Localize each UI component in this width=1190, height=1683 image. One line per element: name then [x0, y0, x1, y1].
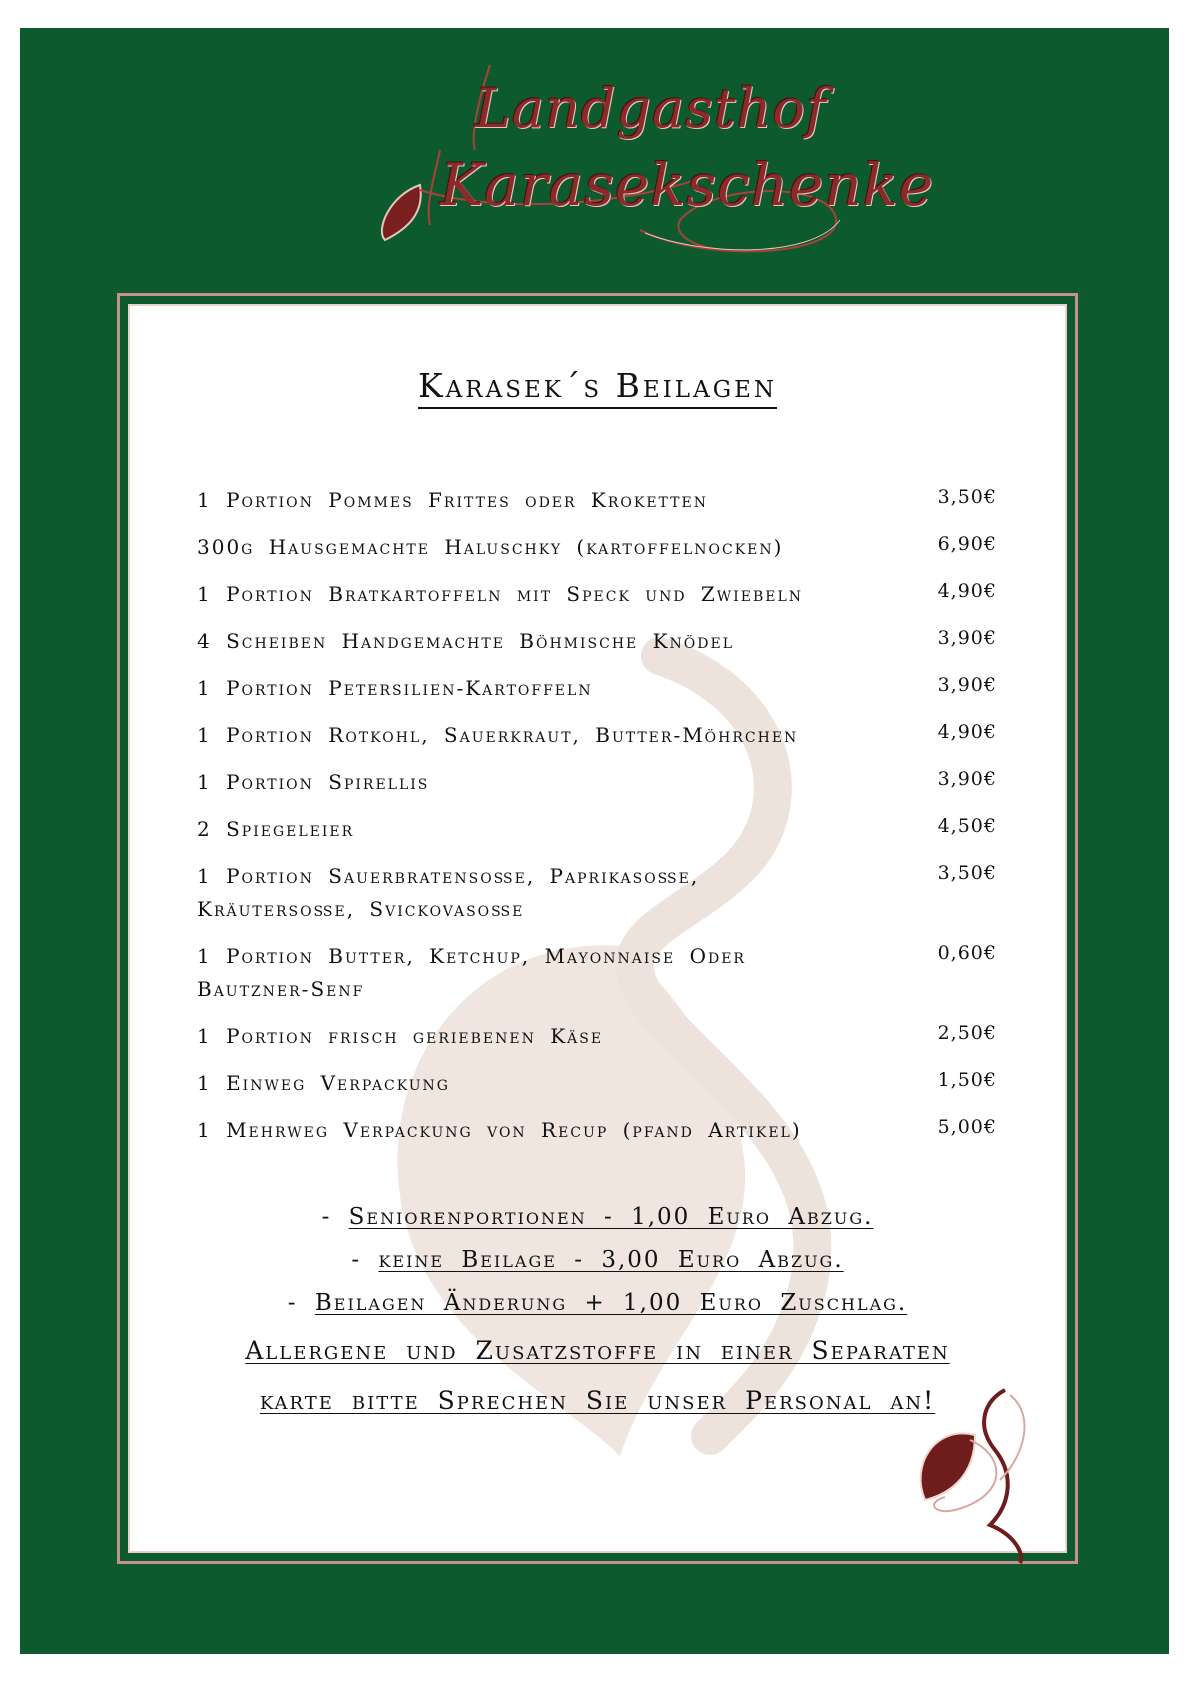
item-price: 6,90€ [937, 533, 997, 555]
note-senior-text: Seniorenportionen - 1,00 Euro Abzug. [348, 1204, 874, 1230]
list-item [197, 484, 997, 517]
item-name: 4 Scheiben Handgemachte Böhmische Knödel [197, 629, 735, 653]
item-price: 3,90€ [937, 627, 997, 649]
item-price: 0,60€ [937, 942, 997, 964]
item-price: 3,50€ [937, 486, 997, 508]
note-no-side-text: keine Beilage - 3,00 Euro Abzug. [378, 1247, 844, 1273]
note-change [130, 1282, 1065, 1325]
list-item [197, 719, 997, 752]
item-name: 1 Einweg Verpackung [197, 1071, 450, 1095]
list-item [197, 625, 997, 658]
logo-line-2: Karasekschenke [440, 151, 935, 219]
list-item [197, 766, 997, 799]
note-dash: - [321, 1204, 332, 1230]
item-price: 2,50€ [937, 1022, 997, 1044]
item-name: 1 Mehrweg Verpackung von Recup (pfand Artikel) [197, 1118, 802, 1142]
logo [380, 55, 935, 270]
item-name: 1 Portion Butter, Ketchup, Mayonnaise Oder Bautzner-Senf [197, 944, 746, 1001]
menu-title-text: Karasek´s Beilagen [418, 366, 777, 409]
list-item [197, 813, 997, 846]
heart-corner-ornament-icon [915, 1385, 1065, 1565]
logo-line-1: Landgasthof [475, 77, 827, 140]
list-item [197, 940, 997, 1006]
list-item [197, 1020, 997, 1053]
list-item [197, 1067, 997, 1100]
item-price: 3,50€ [937, 862, 997, 884]
item-price: 3,90€ [937, 674, 997, 696]
item-price: 4,50€ [937, 815, 997, 837]
item-price: 4,90€ [937, 580, 997, 602]
item-name: 1 Portion Bratkartoffeln mit Speck und Zwiebeln [197, 582, 804, 606]
list-item [197, 1114, 997, 1147]
list-item [197, 672, 997, 705]
item-name: 2 Spiegeleier [197, 817, 355, 841]
item-name: 1 Portion Sauerbratensoße, Paprikasoße, Kräutersoße, Svickovasoße [197, 864, 700, 921]
menu-panel [128, 304, 1067, 1553]
menu-title [130, 366, 1065, 405]
allergen-text-2: karte bitte Sprechen Sie unser Personal an! [259, 1386, 936, 1415]
note-dash: - [351, 1247, 362, 1273]
note-change-text: Beilagen Änderung + 1,00 Euro Zuschlag. [314, 1290, 908, 1316]
item-price: 5,00€ [937, 1116, 997, 1138]
item-name: 1 Portion Rotkohl, Sauerkraut, Butter-Möhrchen [197, 723, 799, 747]
list-item [197, 531, 997, 564]
item-name: 1 Portion frisch geriebenen Käse [197, 1024, 604, 1048]
allergen-note-line-1 [130, 1327, 1065, 1375]
note-senior [130, 1196, 1065, 1239]
item-price: 4,90€ [937, 721, 997, 743]
menu-panel-border [117, 293, 1078, 1564]
list-item [197, 860, 997, 926]
note-no-side [130, 1239, 1065, 1282]
item-name: 300g Hausgemachte Haluschky (kartoffelnocken) [197, 535, 784, 559]
item-name: 1 Portion Spirellis [197, 770, 430, 794]
item-name: 1 Portion Petersilien-Kartoffeln [197, 676, 593, 700]
note-dash: - [287, 1290, 298, 1316]
item-name: 1 Portion Pommes Frittes oder Kroketten [197, 488, 708, 512]
allergen-text-1: Allergene und Zusatzstoffe in einer Separaten [245, 1336, 950, 1365]
list-item [197, 578, 997, 611]
item-price: 1,50€ [937, 1069, 997, 1091]
item-price: 3,90€ [937, 768, 997, 790]
menu-items-list [197, 484, 997, 1161]
